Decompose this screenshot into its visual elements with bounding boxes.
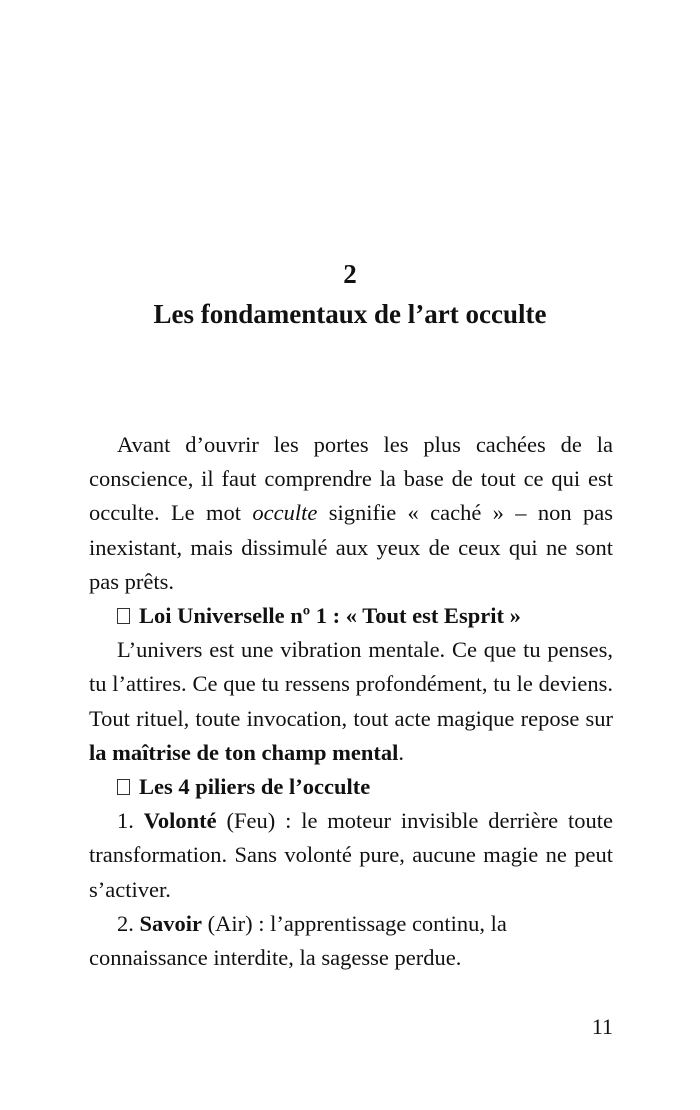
pillar-1-term: Volonté <box>143 808 217 834</box>
checkbox-icon <box>117 608 130 624</box>
checkbox-icon <box>117 779 130 795</box>
chapter-number: 2 <box>343 259 357 289</box>
intro-paragraph <box>89 428 613 599</box>
law1-heading <box>89 599 613 633</box>
pillar-1-text: (Feu) : le moteur invisible derrière toute transformation. Sans volonté pure, aucune magie ne peut s’activer. <box>89 808 614 902</box>
law1-text-start: L’univers est une vibration mentale. Ce que tu penses, tu l’attires. Ce que tu ressens profondément, tu le deviens. Tout rituel, toute invocation, tout acte magique repose sur <box>89 637 613 731</box>
law1-paragraph <box>89 633 613 770</box>
intro-text-end: signifie « caché » – non pas inexistant, mais dissimulé aux yeux de ceux qui ne sont pas prêts. <box>89 500 613 594</box>
pillar-2 <box>89 907 613 975</box>
body-text <box>89 428 613 975</box>
page-number: 11 <box>591 1014 613 1039</box>
pillar-1-number: 1. <box>117 808 144 834</box>
chapter-title: Les fondamentaux de l’art occulte <box>153 299 547 329</box>
pillar-2-number: 2. <box>117 910 140 936</box>
pillars-heading-text: Les 4 piliers de l’occulte <box>139 774 371 800</box>
pillar-2-text: (Air) : l’apprentissage continu, la connaissance interdite, la sagesse perdue. <box>89 910 507 971</box>
pillars-heading <box>89 770 613 804</box>
intro-emphasis: occulte <box>252 500 318 526</box>
law1-heading-text: Loi Universelle nº 1 : « Tout est Esprit » <box>139 603 521 629</box>
pillar-2-term: Savoir <box>139 910 203 936</box>
law1-text-end: . <box>398 739 404 765</box>
pillar-1 <box>89 804 613 907</box>
law1-bold: la maîtrise de ton champ mental <box>89 739 399 765</box>
intro-text-start: Avant d’ouvrir les portes les plus cachées de la conscience, il faut comprendre la base de tout ce qui est occulte. Le mot <box>89 432 613 526</box>
